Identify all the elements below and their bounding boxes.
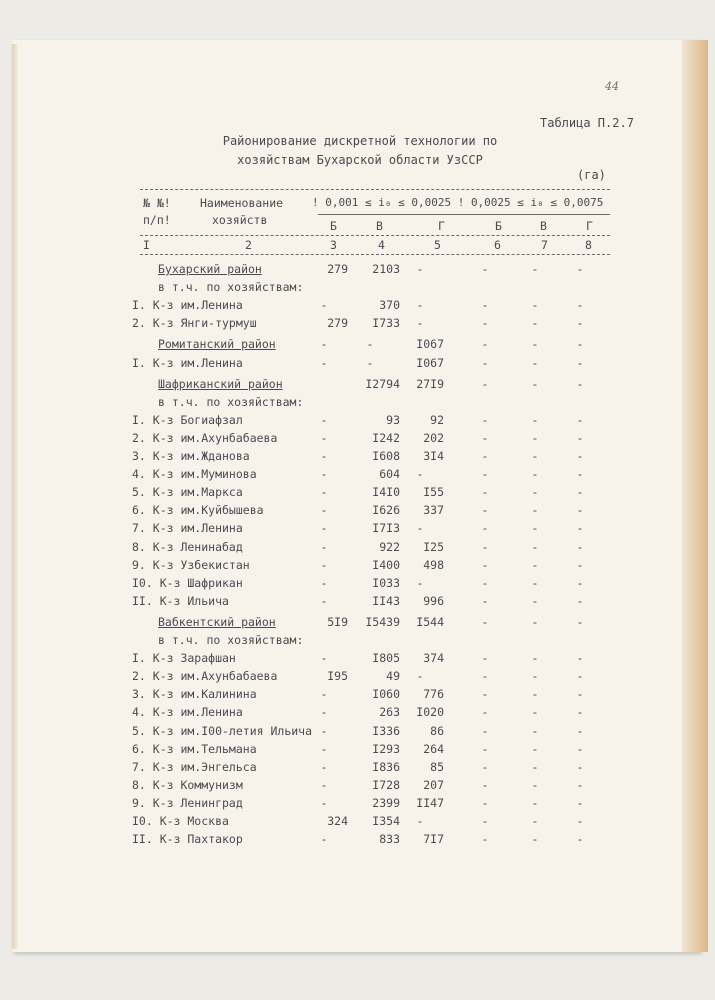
- district-name: Шафриканский район: [158, 376, 283, 391]
- header-index-8: 8: [585, 238, 592, 252]
- cell-value: I020: [416, 705, 444, 720]
- cell-value: -: [320, 705, 328, 720]
- cell-value: -: [320, 741, 328, 756]
- farm-name: 3. К-з им.Калинина: [132, 687, 257, 702]
- cell-value: -: [320, 355, 328, 370]
- farm-name: 4. К-з им.Муминова: [132, 467, 257, 482]
- cell-value: I544: [416, 614, 444, 629]
- cell-value: -: [576, 485, 584, 500]
- cell-value: -: [320, 759, 328, 774]
- header-sub-6: Г: [586, 219, 593, 233]
- cell-value: -: [320, 449, 328, 463]
- cell-value: 264: [423, 741, 444, 756]
- cell-value: 776: [423, 687, 444, 702]
- cell-value: -: [320, 539, 328, 554]
- cell-value: I608: [372, 449, 400, 463]
- table-label: Таблица П.2.7: [540, 116, 634, 130]
- cell-value: I95: [327, 669, 348, 684]
- cell-value: -: [531, 669, 539, 684]
- farm-name: I0. К-з Шафрикан: [132, 575, 243, 590]
- cell-value: -: [576, 376, 584, 391]
- page-edge-left: [12, 44, 18, 949]
- farm-name: 2. К-з Янги-турмуш: [132, 316, 257, 331]
- farm-name: 3. К-з им.Жданова: [132, 449, 250, 463]
- cell-value: 604: [379, 467, 400, 482]
- cell-value: I4I0: [372, 485, 400, 500]
- cell-value: -: [576, 777, 584, 792]
- header-index-4: 4: [378, 238, 385, 252]
- header-sub-3: Г: [438, 219, 445, 233]
- cell-value: -: [576, 430, 584, 445]
- cell-value: -: [531, 503, 539, 518]
- table-title: [150, 132, 570, 170]
- cell-value: 27I9: [416, 376, 444, 391]
- cell-value: -: [576, 316, 584, 331]
- cell-value: -: [481, 485, 489, 500]
- cell-value: -: [481, 669, 489, 684]
- cell-value: 374: [423, 651, 444, 666]
- header-name-2: хозяйств: [212, 213, 268, 227]
- cell-value: -: [531, 262, 539, 276]
- cell-value: 207: [423, 777, 444, 792]
- cell-value: I2794: [365, 376, 400, 391]
- cell-value: -: [481, 355, 489, 370]
- header-sub-5: В: [540, 219, 547, 233]
- cell-value: -: [531, 557, 539, 572]
- cell-value: 86: [430, 723, 444, 738]
- farm-name: 5. К-з им.Маркса: [132, 485, 243, 500]
- cell-value: -: [576, 467, 584, 482]
- cell-value: -: [576, 298, 584, 313]
- cell-value: -: [576, 449, 584, 463]
- cell-value: -: [481, 262, 489, 276]
- cell-value: 3I4: [423, 449, 444, 463]
- cell-value: -: [576, 832, 584, 847]
- cell-value: 922: [379, 539, 400, 554]
- subheading: в т.ч. по хозяйствам:: [158, 633, 304, 647]
- cell-value: -: [320, 412, 328, 427]
- cell-value: -: [481, 430, 489, 445]
- cell-value: -: [531, 593, 539, 608]
- cell-value: I626: [372, 503, 400, 518]
- farm-name: 6. К-з им.Тельмана: [132, 741, 257, 756]
- cell-value: -: [531, 777, 539, 792]
- district-name: Бухарский район: [158, 262, 262, 276]
- cell-value: I354: [372, 814, 400, 828]
- cell-value: I25: [423, 539, 444, 554]
- header-sub-2: В: [376, 219, 383, 233]
- cell-value: -: [531, 521, 539, 536]
- farm-name: 2. К-з им.Ахунбабаева: [132, 430, 278, 445]
- cell-value: -: [531, 705, 539, 720]
- cell-value: -: [481, 449, 489, 463]
- cell-value: I5439: [365, 614, 400, 629]
- farm-name: 5. К-з им.I00-летия Ильича: [132, 723, 313, 738]
- cell-value: -: [531, 723, 539, 738]
- cell-value: -: [481, 723, 489, 738]
- cell-value: -: [576, 614, 584, 629]
- cell-value: -: [531, 412, 539, 427]
- cell-value: -: [416, 316, 424, 331]
- cell-value: -: [320, 503, 328, 518]
- header-ranges: ! 0,001 ≤ i₀ ≤ 0,0025 ! 0,0025 ≤ i₀ ≤ 0,0075: [312, 196, 604, 209]
- subheading: в т.ч. по хозяйствам:: [158, 280, 304, 295]
- cell-value: 279: [327, 262, 348, 276]
- header-mid-rule: [318, 214, 610, 215]
- cell-value: -: [481, 521, 489, 536]
- cell-value: -: [320, 521, 328, 536]
- cell-value: -: [320, 795, 328, 810]
- cell-value: 996: [423, 593, 444, 608]
- cell-value: -: [576, 669, 584, 684]
- cell-value: -: [576, 521, 584, 536]
- header-sub-rule: [140, 235, 610, 236]
- cell-value: I836: [372, 759, 400, 774]
- cell-value: 93: [386, 412, 400, 427]
- district-name: Ромитанский район: [158, 337, 276, 352]
- cell-value: -: [576, 741, 584, 756]
- header-num: № №!: [143, 196, 171, 210]
- cell-value: 202: [423, 430, 444, 445]
- cell-value: -: [481, 814, 489, 828]
- cell-value: -: [531, 376, 539, 391]
- cell-value: -: [576, 575, 584, 590]
- cell-value: -: [320, 687, 328, 702]
- cell-value: -: [576, 795, 584, 810]
- cell-value: -: [416, 467, 424, 482]
- cell-value: -: [531, 687, 539, 702]
- header-index-7: 7: [541, 238, 548, 252]
- cell-value: -: [320, 651, 328, 666]
- cell-value: -: [531, 430, 539, 445]
- cell-value: -: [531, 651, 539, 666]
- cell-value: 833: [379, 832, 400, 847]
- cell-value: -: [320, 777, 328, 792]
- subheading: в т.ч. по хозяйствам:: [158, 394, 304, 409]
- cell-value: -: [481, 298, 489, 313]
- cell-value: -: [576, 759, 584, 774]
- cell-value: -: [531, 355, 539, 370]
- header-index-1: I: [143, 238, 150, 252]
- cell-value: 49: [386, 669, 400, 684]
- farm-name: 6. К-з им.Куйбышева: [132, 503, 264, 518]
- cell-value: -: [531, 814, 539, 828]
- cell-value: I400: [372, 557, 400, 572]
- cell-value: I55: [423, 485, 444, 500]
- cell-value: -: [366, 337, 374, 352]
- cell-value: -: [481, 376, 489, 391]
- header-index-6: 6: [494, 238, 501, 252]
- cell-value: II43: [372, 593, 400, 608]
- cell-value: -: [481, 503, 489, 518]
- farm-name: I. К-з им.Ленина: [132, 298, 243, 313]
- cell-value: I805: [372, 651, 400, 666]
- cell-value: -: [416, 262, 424, 276]
- cell-value: -: [416, 575, 424, 590]
- cell-value: -: [481, 337, 489, 352]
- cell-value: 337: [423, 503, 444, 518]
- cell-value: -: [576, 593, 584, 608]
- cell-value: -: [416, 814, 424, 828]
- cell-value: -: [531, 467, 539, 482]
- page-number: 44: [605, 80, 619, 93]
- cell-value: 324: [327, 814, 348, 828]
- district-name: Вабкентский район: [158, 614, 276, 629]
- cell-value: 370: [379, 298, 400, 313]
- cell-value: -: [576, 723, 584, 738]
- cell-value: -: [531, 539, 539, 554]
- cell-value: I242: [372, 430, 400, 445]
- cell-value: -: [531, 759, 539, 774]
- cell-value: -: [481, 539, 489, 554]
- cell-value: -: [481, 614, 489, 629]
- header-sub-4: Б: [495, 219, 502, 233]
- farm-name: 4. К-з им.Ленина: [132, 705, 243, 720]
- cell-value: -: [481, 777, 489, 792]
- cell-value: -: [320, 430, 328, 445]
- farm-name: 7. К-з им.Ленина: [132, 521, 243, 536]
- cell-value: 92: [430, 412, 444, 427]
- cell-value: -: [531, 832, 539, 847]
- header-index-3: 3: [330, 238, 337, 252]
- cell-value: -: [320, 723, 328, 738]
- farm-name: 9. К-з Узбекистан: [132, 557, 250, 572]
- cell-value: -: [481, 557, 489, 572]
- farm-name: 8. К-з Ленинабад: [132, 539, 243, 554]
- cell-value: -: [576, 651, 584, 666]
- cell-value: -: [531, 741, 539, 756]
- header-index-5: 5: [434, 238, 441, 252]
- cell-value: -: [320, 337, 328, 352]
- cell-value: -: [576, 705, 584, 720]
- farm-name: II. К-з Пахтакор: [132, 832, 243, 847]
- header-index-2: 2: [245, 238, 252, 252]
- cell-value: -: [481, 795, 489, 810]
- header-top-rule: [140, 189, 610, 190]
- cell-value: 2399: [372, 795, 400, 810]
- cell-value: -: [576, 814, 584, 828]
- cell-value: I336: [372, 723, 400, 738]
- farm-name: I0. К-з Москва: [132, 814, 229, 828]
- cell-value: -: [531, 298, 539, 313]
- cell-value: -: [531, 575, 539, 590]
- farm-name: 8. К-з Коммунизм: [132, 777, 243, 792]
- farm-name: 2. К-з им.Ахунбабаева: [132, 669, 278, 684]
- cell-value: I728: [372, 777, 400, 792]
- cell-value: 279: [327, 316, 348, 331]
- title-line-2: хозяйствам Бухарской области УзССР: [237, 153, 483, 167]
- cell-value: 2103: [372, 262, 400, 276]
- cell-value: -: [320, 467, 328, 482]
- cell-value: -: [481, 741, 489, 756]
- cell-value: I060: [372, 687, 400, 702]
- cell-value: I033: [372, 575, 400, 590]
- header-sub-1: Б: [330, 219, 337, 233]
- cell-value: -: [576, 412, 584, 427]
- cell-value: -: [481, 575, 489, 590]
- title-line-1: Районирование дискретной технологии по: [222, 134, 498, 148]
- cell-value: -: [531, 795, 539, 810]
- cell-value: -: [576, 557, 584, 572]
- cell-value: I067: [416, 337, 444, 352]
- cell-value: -: [481, 412, 489, 427]
- cell-value: -: [576, 539, 584, 554]
- cell-value: 85: [430, 759, 444, 774]
- header-num-2: п/п!: [143, 213, 171, 227]
- cell-value: -: [576, 687, 584, 702]
- cell-value: -: [481, 651, 489, 666]
- header-name: Наименование: [200, 196, 284, 210]
- cell-value: -: [416, 298, 424, 313]
- cell-value: -: [320, 485, 328, 500]
- cell-value: -: [320, 557, 328, 572]
- cell-value: -: [481, 832, 489, 847]
- cell-value: 7I7: [423, 832, 444, 847]
- cell-value: -: [576, 262, 584, 276]
- farm-name: II. К-з Ильича: [132, 593, 229, 608]
- farm-name: I. К-з Зарафшан: [132, 651, 236, 666]
- cell-value: -: [320, 575, 328, 590]
- cell-value: -: [366, 355, 374, 370]
- unit-label: (га): [577, 168, 606, 182]
- cell-value: -: [576, 503, 584, 518]
- cell-value: -: [531, 337, 539, 352]
- cell-value: -: [531, 614, 539, 629]
- farm-name: 9. К-з Ленинград: [132, 795, 243, 810]
- cell-value: -: [320, 593, 328, 608]
- cell-value: 5I9: [327, 614, 348, 629]
- cell-value: II47: [416, 795, 444, 810]
- cell-value: -: [481, 467, 489, 482]
- header-bottom-rule: [140, 254, 610, 255]
- cell-value: -: [320, 832, 328, 847]
- cell-value: -: [531, 485, 539, 500]
- cell-value: -: [481, 593, 489, 608]
- farm-name: I. К-з Богиафзал: [132, 412, 243, 427]
- cell-value: -: [531, 316, 539, 331]
- cell-value: 263: [379, 705, 400, 720]
- cell-value: -: [531, 449, 539, 463]
- cell-value: -: [320, 298, 328, 313]
- cell-value: I293: [372, 741, 400, 756]
- cell-value: -: [481, 316, 489, 331]
- cell-value: 498: [423, 557, 444, 572]
- farm-name: 7. К-з им.Энгельса: [132, 759, 257, 774]
- cell-value: -: [576, 337, 584, 352]
- cell-value: -: [481, 759, 489, 774]
- cell-value: I7I3: [372, 521, 400, 536]
- farm-name: I. К-з им.Ленина: [132, 355, 243, 370]
- cell-value: -: [416, 521, 424, 536]
- cell-value: -: [481, 687, 489, 702]
- cell-value: -: [416, 669, 424, 684]
- cell-value: -: [576, 355, 584, 370]
- cell-value: -: [481, 705, 489, 720]
- cell-value: I733: [372, 316, 400, 331]
- cell-value: I067: [416, 355, 444, 370]
- page-edge-right: [682, 40, 708, 952]
